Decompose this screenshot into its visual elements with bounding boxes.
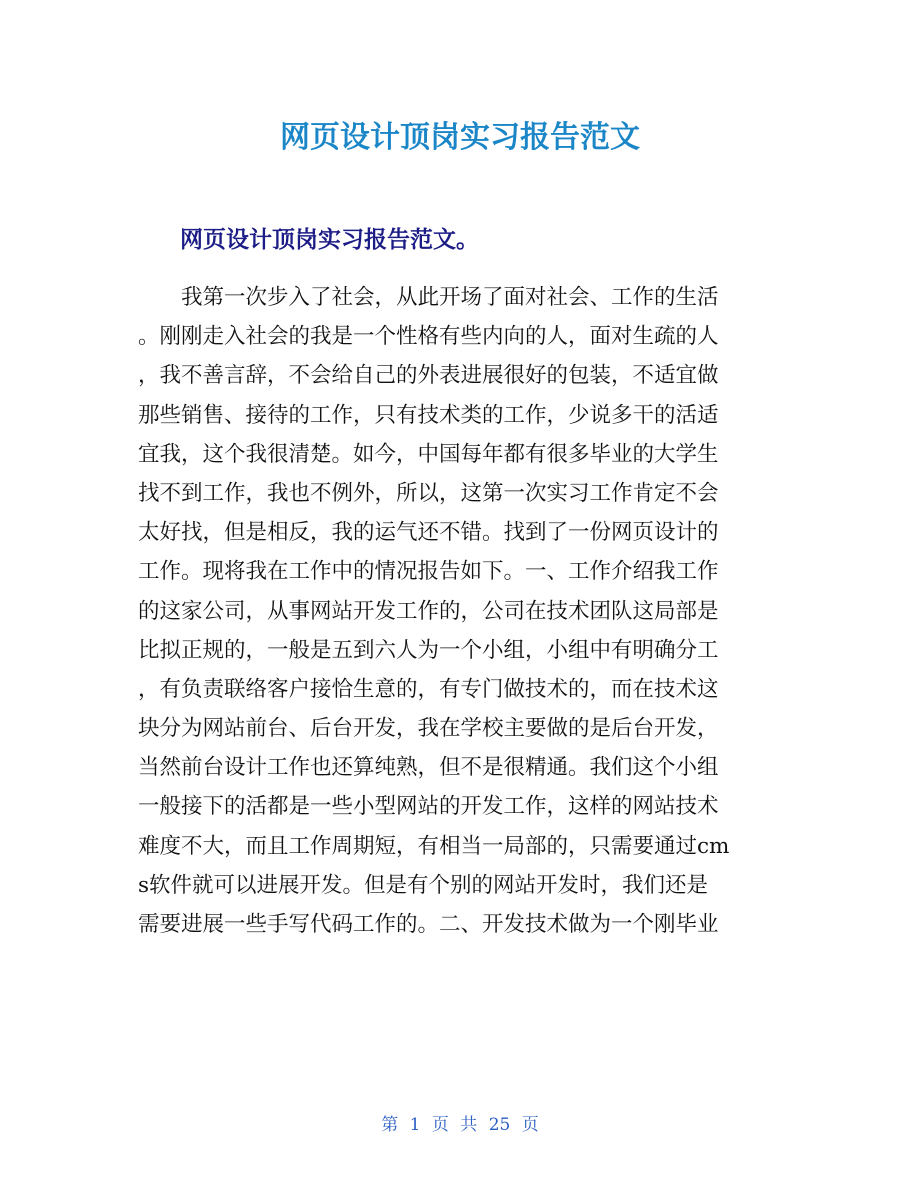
body-line: 。刚刚走入社会的我是一个性格有些内向的人，面对生疏的人 [138,324,719,350]
body-line: 工作。现将我在工作中的情况报告如下。一、工作介绍我工作 [138,559,719,585]
body-line: 当然前台设计工作也还算纯熟，但不是很精通。我们这个小组 [138,755,719,781]
body-line: 我第一次步入了社会，从此开场了面对社会、工作的生活 [138,285,719,310]
body-line: 太好找，但是相反，我的运气还不错。找到了一份网页设计的 [138,520,719,546]
body-line: s软件就可以进展开发。但是有个别的网站开发时，我们还是 [138,872,709,898]
body-line: ，我不善言辞，不会给自己的外表进展很好的包装，不适宜做 [138,363,719,389]
body-line: 那些销售、接待的工作，只有技术类的工作，少说多干的活适 [138,402,719,428]
body-line: 找不到工作，我也不例外，所以，这第一次实习工作肯定不会 [138,480,719,506]
document-title: 网页设计顶岗实习报告范文 [280,120,640,155]
body-line: 宜我，这个我很清楚。如今，中国每年都有很多毕业的大学生 [138,441,719,467]
body-line: 一般接下的活都是一些小型网站的开发工作，这样的网站技术 [138,794,719,820]
body-line: ，有负责联络客户接恰生意的，有专门做技术的，而在技术这 [138,676,719,702]
body-line: 的这家公司，从事网站开发工作的，公司在技术团队这局部是 [138,598,719,624]
body-line: 比拟正规的，一般是五到六人为一个小组，小组中有明确分工 [138,637,719,663]
section-heading: 网页设计顶岗实习报告范文。 [180,227,479,253]
body-line: 难度不大，而且工作周期短，有相当一局部的，只需要通过cm [138,833,730,859]
body-paragraph [138,278,786,944]
page-number-footer: 第 1 页 共 25 页 [381,1115,539,1135]
body-line: 块分为网站前台、后台开发，我在学校主要做的是后台开发， [138,716,719,742]
body-line: 需要进展一些手写代码工作的。二、开发技术做为一个刚毕业 [138,912,719,937]
